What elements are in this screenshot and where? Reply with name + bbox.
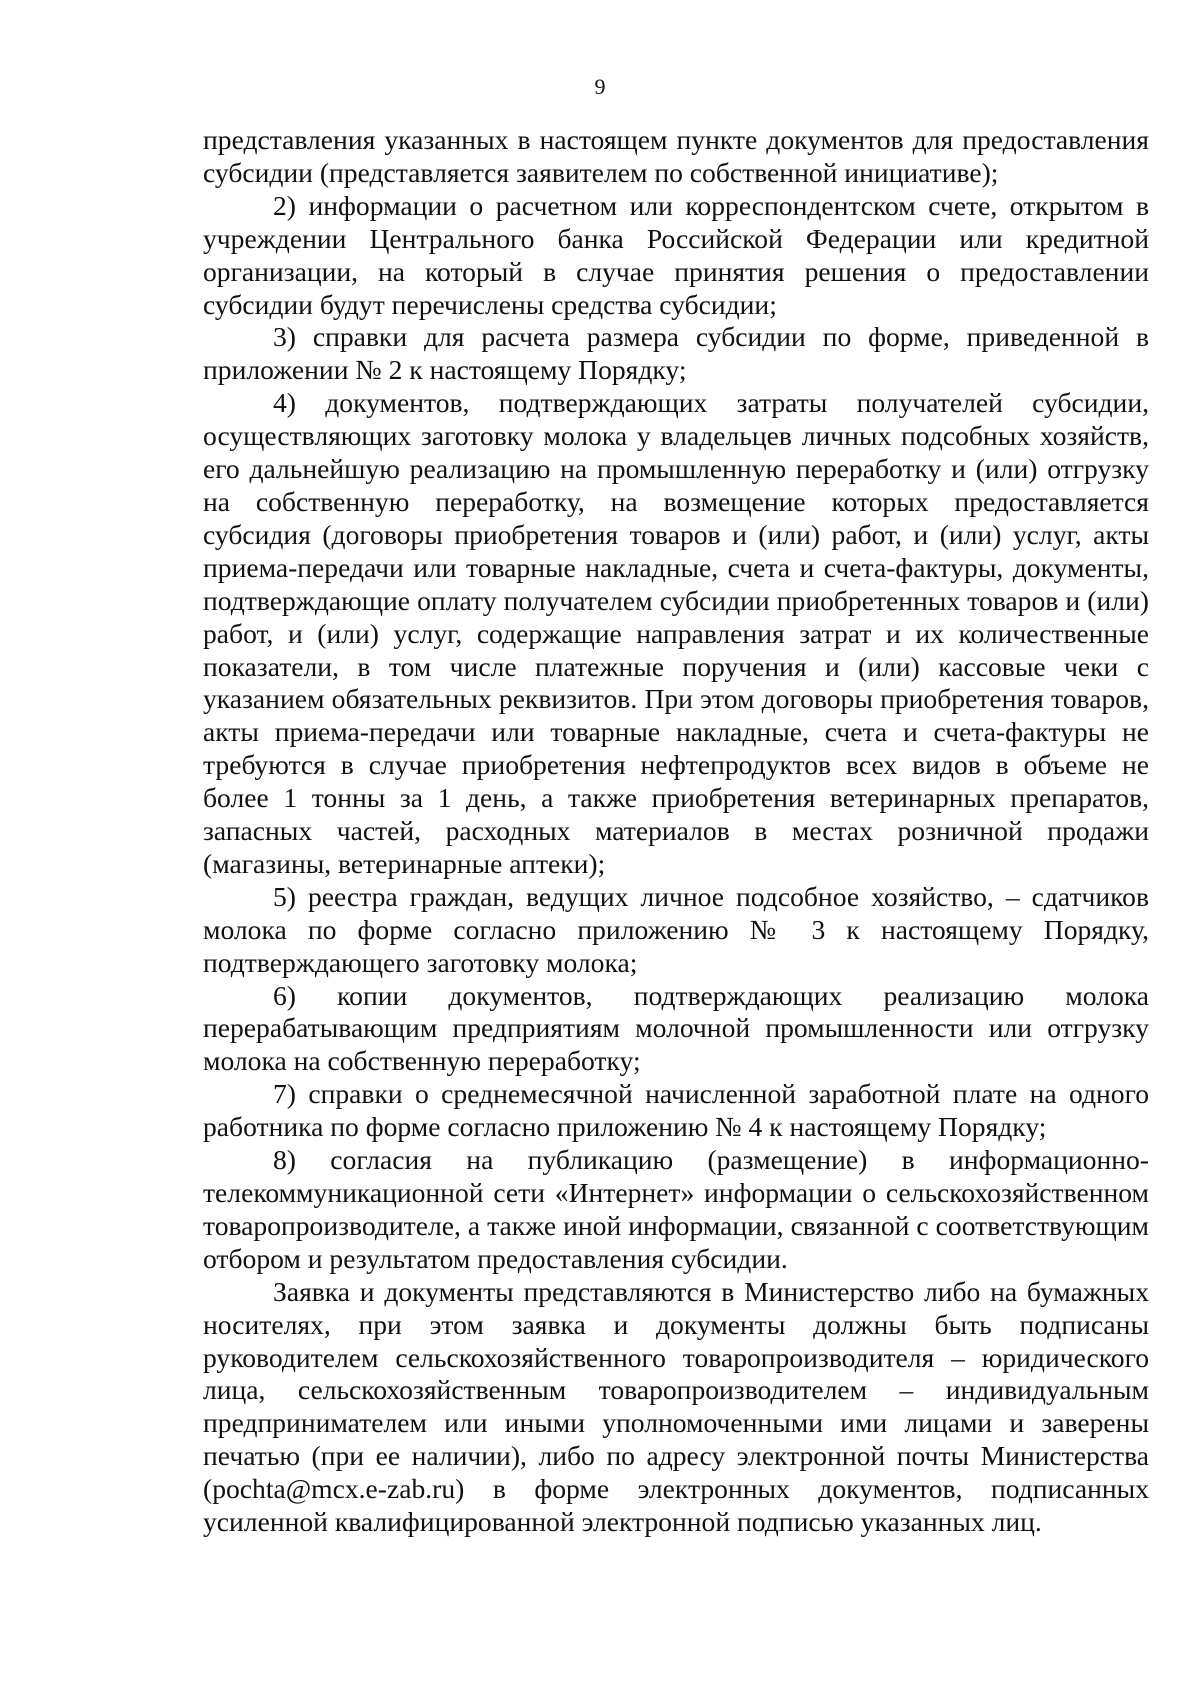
list-item-2: 2) информации о расчетном или корреспондентском счете, открытом в учреждении Центрального банка Российской Федерации или кредитной организации, на который в случае принятия решения о предоставлении субсидии будут перечислены средства субсидии; bbox=[203, 189, 1149, 320]
list-item-3: 3) справки для расчета размера субсидии по форме, приведенной в приложении № 2 к настоящему Порядку; bbox=[203, 321, 1149, 386]
list-item-4: 4) документов, подтверждающих затраты получателей субсидии, осуществляющих заготовку молока у владельцев личных подсобных хозяйств, его дальнейшую реализацию на промышленную переработку и (или) отгрузку на собственную переработку, на возмещение которых предоставляется субсидия (договоры приобретения товаров и (или) работ, и (или) услуг, акты приема-передачи или товарные накладные, счета и счета-фактуры, документы, подтверждающие оплату получателем субсидии приобретенных товаров и (или) работ, и (или) услуг, содержащие направления затрат и их количественные показатели, в том числе платежные поручения и (или) кассовые чеки с указанием обязательных реквизитов. При этом договоры приобретения товаров, акты приема-передачи или товарные накладные, счета и счета-фактуры не требуются в случае приобретения нефтепродуктов всех видов в объеме не более 1 тонны за 1 день, а также приобретения ветеринарных препаратов, запасных частей, расходных материалов в местах розничной продажи (магазины, ветеринарные аптеки); bbox=[203, 387, 1149, 879]
list-item-8: 8) согласия на публикацию (размещение) в информационно-телекоммуникационной сети «Интернет» информации о сельскохозяйственном товаропроизводителе, а также иной информации, связанной с соответствующим отбором и результатом предоставления субсидии. bbox=[203, 1144, 1149, 1274]
list-item-5: 5) реестра граждан, ведущих личное подсобное хозяйство, – сдатчиков молока по форме согласно приложению № 3 к настоящему Порядку, подтверждающего заготовку молока; bbox=[203, 880, 1149, 978]
list-item-7: 7) справки о среднемесячной начисленной заработной плате на одного работника по форме согласно приложению № 4 к настоящему Порядку; bbox=[203, 1078, 1149, 1143]
page-number: 9 bbox=[594, 74, 606, 99]
document-body bbox=[203, 124, 1149, 1539]
paragraph-continuation: представления указанных в настоящем пункте документов для предоставления субсидии (представляется заявителем по собственной инициативе); bbox=[203, 124, 1149, 188]
list-item-6: 6) копии документов, подтверждающих реализацию молока перерабатывающим предприятиям молочной промышленности или отгрузку молока на собственную переработку; bbox=[203, 979, 1149, 1077]
paragraph-submission: Заявка и документы представляются в Министерство либо на бумажных носителях, при этом заявка и документы должны быть подписаны руководителем сельскохозяйственного товаропроизводителя – юридического лица, сельскохозяйственным товаропроизводителем – индивидуальным предпринимателем или иными уполномоченными ими лицами и заверены печатью (при ее наличии), либо по адресу электронной почты Министерства (pochta@mcx.e-zab.ru) в форме электронных документов, подписанных усиленной квалифицированной электронной подписью указанных лиц. bbox=[203, 1275, 1149, 1538]
